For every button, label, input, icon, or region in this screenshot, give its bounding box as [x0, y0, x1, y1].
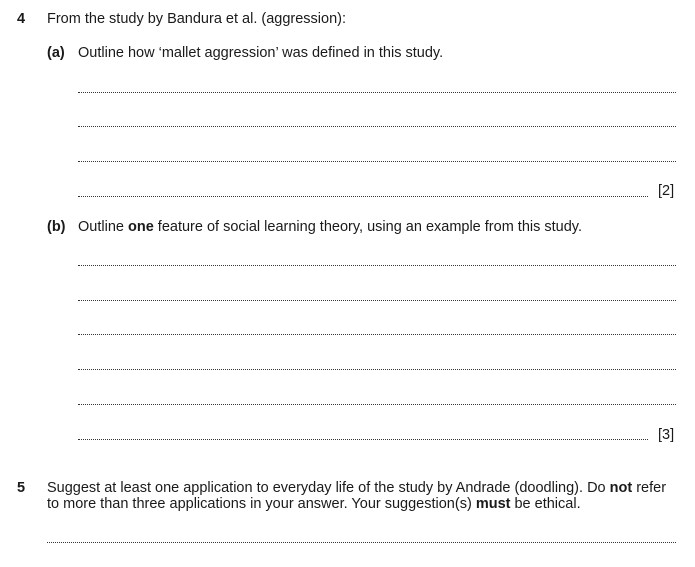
- answer-line-b-6[interactable]: [78, 439, 648, 440]
- q5-emphasis-must: must: [475, 496, 511, 512]
- part-a-prompt: Outline how ‘mallet aggression’ was defined in this study.: [78, 45, 444, 61]
- part-b-prompt: Outline one feature of social learning theory, using an example from this study.: [78, 219, 583, 235]
- answer-line-q5-1[interactable]: [47, 542, 676, 543]
- answer-line-a-3[interactable]: [78, 161, 676, 162]
- part-a-marks: [2]: [658, 183, 675, 199]
- question-5-line-1: Suggest at least one application to everyday life of the study by Andrade (doodling). Do not refer: [47, 480, 667, 496]
- answer-line-a-4[interactable]: [78, 196, 648, 197]
- answer-line-a-1[interactable]: [78, 92, 676, 93]
- question-5-line-2: to more than three applications in your answer. Your suggestion(s) must be ethical.: [47, 496, 581, 512]
- answer-line-a-2[interactable]: [78, 126, 676, 127]
- answer-line-b-4[interactable]: [78, 369, 676, 370]
- answer-line-b-1[interactable]: [78, 265, 676, 266]
- answer-line-b-5[interactable]: [78, 404, 676, 405]
- part-b-emphasis: one: [127, 219, 154, 235]
- q5-emphasis-not: not: [609, 480, 633, 496]
- answer-line-b-2[interactable]: [78, 300, 676, 301]
- question-4-stem: From the study by Bandura et al. (aggression):: [47, 11, 347, 27]
- question-4-number: 4: [17, 11, 26, 27]
- answer-line-b-3[interactable]: [78, 334, 676, 335]
- part-a-label: (a): [47, 45, 65, 61]
- question-5-number: 5: [17, 480, 26, 496]
- part-b-label: (b): [47, 219, 66, 235]
- part-b-marks: [3]: [658, 427, 675, 443]
